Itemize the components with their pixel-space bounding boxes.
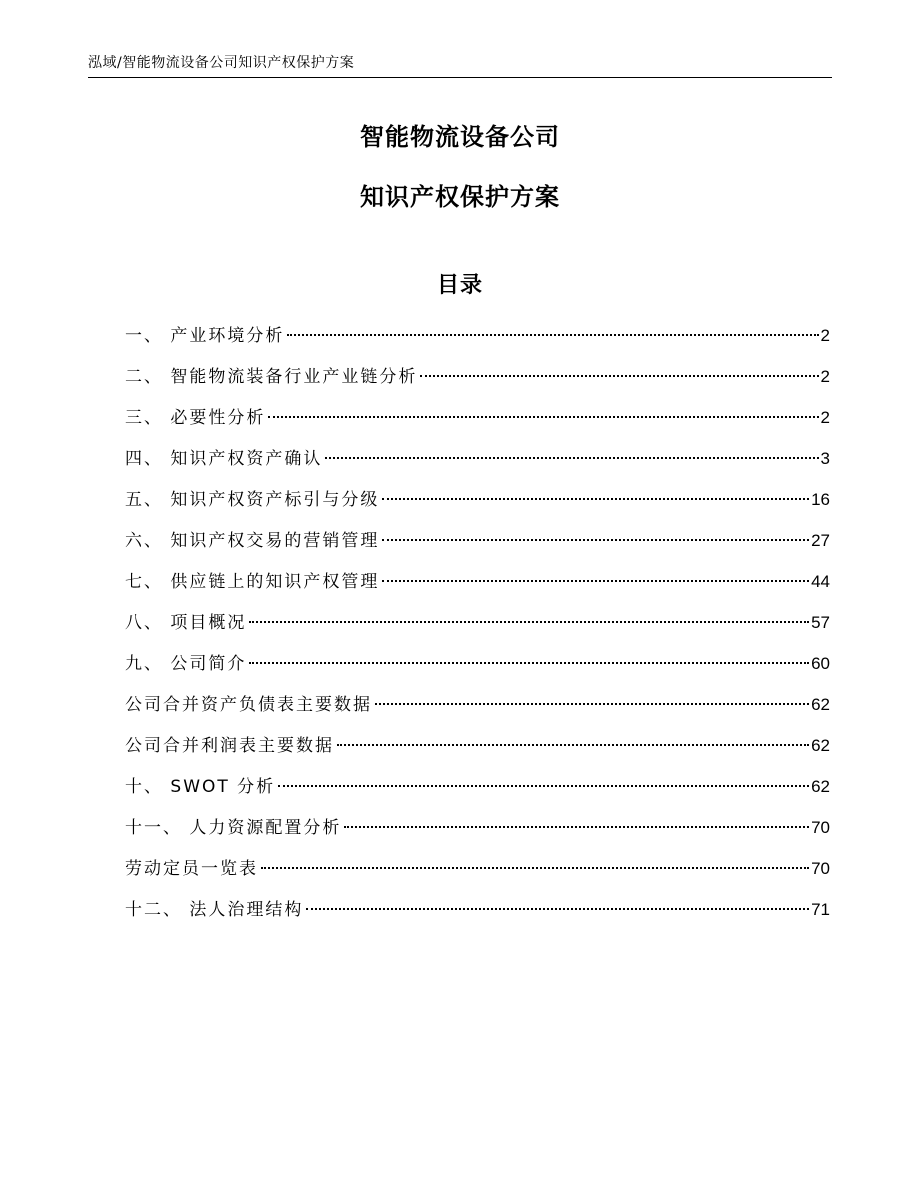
toc-entry[interactable] [125,816,830,857]
toc-dot-leader [382,539,809,541]
toc-entry[interactable] [125,570,830,611]
toc-entry-label: 七、 供应链上的知识产权管理 [125,572,380,592]
toc-entry-label: 公司合并利润表主要数据 [125,736,334,756]
toc-entry-label: 五、 知识产权资产标引与分级 [125,490,380,510]
toc-dot-leader [337,744,809,746]
toc-page-number: 3 [820,449,830,468]
toc-entry-label: 十一、 人力资源配置分析 [125,818,342,838]
toc-entry[interactable] [125,734,830,775]
toc-page-number: 27 [811,531,830,550]
toc-dot-leader [420,375,818,377]
toc-page-number: 70 [811,859,830,878]
toc-entry[interactable] [125,693,830,734]
toc-page-number: 60 [811,654,830,673]
toc-entry-label: 十、 SWOT 分析 [125,777,276,797]
toc-entry-label: 四、 知识产权资产确认 [125,449,323,469]
toc-dot-leader [382,498,809,500]
toc-page-number: 70 [811,818,830,837]
toc-entry[interactable] [125,406,830,447]
toc-page-number: 71 [811,900,830,919]
toc-entry[interactable] [125,447,830,488]
toc-entry[interactable] [125,857,830,898]
toc-page-number: 62 [811,777,830,796]
toc-entry[interactable] [125,611,830,652]
toc-dot-leader [306,908,809,910]
toc-page-number: 2 [820,408,830,427]
toc-dot-leader [261,867,809,869]
toc-dot-leader [344,826,809,828]
toc-page-number: 2 [820,326,830,345]
toc-entry[interactable] [125,652,830,693]
header-divider [88,77,832,78]
toc-entry[interactable] [125,488,830,529]
toc-page-number: 2 [820,367,830,386]
toc-entry-label: 十二、 法人治理结构 [125,900,304,920]
toc-dot-leader [382,580,809,582]
toc-entry[interactable] [125,529,830,570]
toc-entry-label: 三、 必要性分析 [125,408,266,428]
toc-dot-leader [249,621,809,623]
toc-entry-label: 一、 产业环境分析 [125,326,285,346]
toc-page-number: 62 [811,736,830,755]
toc-dot-leader [278,785,809,787]
toc-page-number: 16 [811,490,830,509]
toc-page-number: 44 [811,572,830,591]
toc-dot-leader [287,334,818,336]
toc-entry[interactable] [125,324,830,365]
toc-dot-leader [375,703,809,705]
toc-dot-leader [249,662,809,664]
toc-entry-label: 八、 项目概况 [125,613,247,633]
toc-dot-leader [325,457,818,459]
document-subtitle: 知识产权保护方案 [360,183,560,211]
toc-entry[interactable] [125,775,830,816]
toc-page-number: 62 [811,695,830,714]
toc-entry-label: 二、 智能物流装备行业产业链分析 [125,367,418,387]
toc-entry-label: 公司合并资产负债表主要数据 [125,695,372,715]
toc-entry[interactable] [125,898,830,939]
toc-entry-label: 九、 公司简介 [125,654,247,674]
toc-entry-label: 劳动定员一览表 [125,859,258,879]
toc-dot-leader [268,416,818,418]
running-header: 泓域/智能物流设备公司知识产权保护方案 [88,55,355,71]
toc-heading: 目录 [436,273,483,298]
toc-entry[interactable] [125,365,830,406]
toc-entry-label: 六、 知识产权交易的营销管理 [125,531,380,551]
toc-page-number: 57 [811,613,830,632]
table-of-contents [125,324,830,939]
document-title: 智能物流设备公司 [360,123,560,151]
